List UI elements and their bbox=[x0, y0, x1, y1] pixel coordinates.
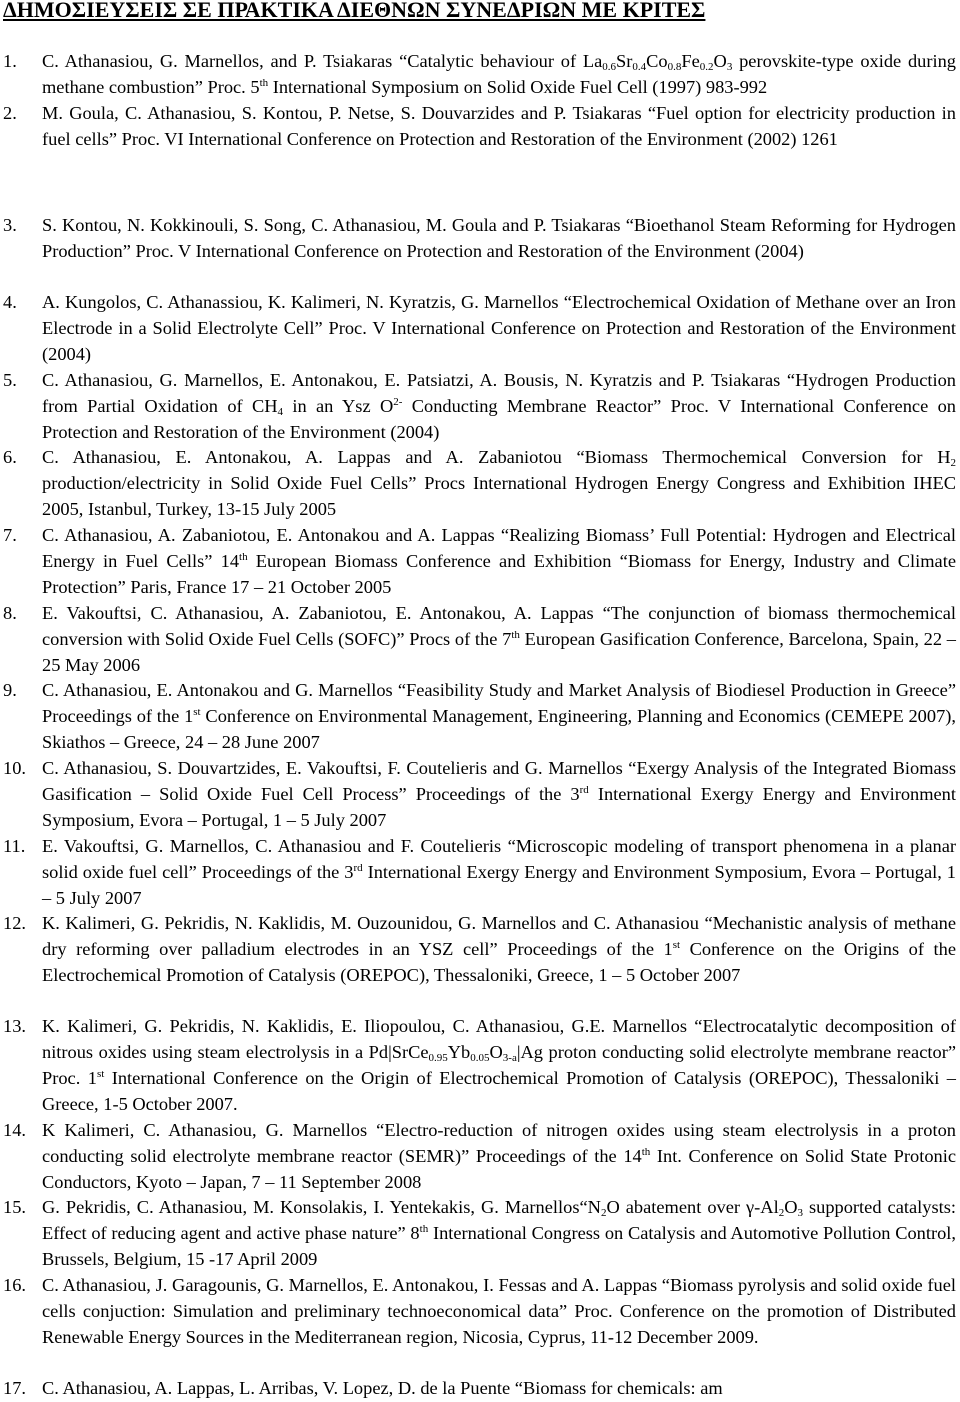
reference-number: 4. bbox=[3, 292, 17, 312]
reference-number: 6. bbox=[3, 447, 17, 467]
reference-text: C. Athanasiou, E. Antonakou, A. Lappas and A. Zabaniotou “Biomass Thermochemical Conversion for $H_2$ production/electricity in Solid Oxide Fuel Cells” Procs International Hydrogen Energy Congress and Exhibition IHEC 2005, Istanbul, Turkey, 13-15 July 2005 bbox=[42, 447, 956, 519]
reference-text: C. Athanasiou, A. Zabaniotou, E. Antonakou and A. Lappas “Realizing Biomass’ Full Potential: Hydrogen and Electrical Energy in Fuel Cells” 14th European Biomass Conference and Exhibition “Biomass for Energy, Industry and Climate Protection” Paris, France 17 – 21 October 2005 bbox=[42, 525, 956, 597]
reference-number: 9. bbox=[3, 680, 17, 700]
reference-number: 15. bbox=[3, 1197, 26, 1217]
reference-text: K. Kalimeri, G. Pekridis, N. Kaklidis, M. Ouzounidou, G. Marnellos and C. Athanasiou “Mechanistic analysis of methane dry reforming over palladium electrodes in an YSZ cell” Proceedings of the 1st Conference on the Origins of the Electrochemical Promotion of Catalysis (OREPOC), Thessaloniki, Greece, 1 – 5 October 2007 bbox=[42, 913, 956, 985]
reference-text: C. Athanasiou, A. Lappas, L. Arribas, V. Lopez, D. de la Puente “Biomass for chemicals: am bbox=[42, 1378, 723, 1398]
reference-text: M. Goula, C. Athanasiou, S. Kontou, P. Netse, S. Douvarzides and P. Tsiakaras “Fuel option for electricity production in fuel cells” Proc. VI International Conference on Protection and Restoration of the Environment (2002) 1261 bbox=[42, 103, 956, 149]
reference-number: 14. bbox=[3, 1120, 26, 1140]
reference-number: 8. bbox=[3, 603, 17, 623]
reference-number: 1. bbox=[3, 51, 17, 71]
reference-text: A. Kungolos, C. Athanassiou, K. Kalimeri, N. Kyratzis, G. Marnellos “Electrochemical Oxidation of Methane over an Iron Electrode in a Solid Electrolyte Cell” Proc. V International Conference on Protection and Restoration of the Environment (2004) bbox=[42, 292, 956, 364]
reference-text: C. Athanasiou, G. Marnellos, E. Antonakou, E. Patsiatzi, A. Bousis, N. Kyratzis and P. Tsiakaras “Hydrogen Production from Partial Oxidation of $CH_4$ in an Ysz $O^{2-}$ Conducting Membrane Reactor” Proc. V International Conference on Protection and Restoration of the Environment (2004) bbox=[42, 370, 956, 442]
reference-number: 13. bbox=[3, 1016, 26, 1036]
reference-text: K. Kalimeri, G. Pekridis, N. Kaklidis, E. Iliopoulou, C. Athanasiou, G.E. Marnellos “Electrocatalytic decomposition of nitrous oxides using steam electrolysis in a $Pd|SrCe_{0.95}Yb_{0.05}O_{3-a}|Ag$ proton conducting solid electrolyte membrane reactor” Proc. 1st International Conference on the Origin of Electrochemical Promotion of Catalysis (OREPOC), Thessaloniki – Greece, 1-5 October 2007. bbox=[42, 1016, 956, 1114]
page-title: ΔΗΜΟΣΙΕΥΣΕΙΣ ΣΕ ΠΡΑΚΤΙΚΑ ΔΙΕΘΝΩΝ ΣΥΝΕΔΡΙΩΝ ΜΕ ΚΡΙΤΕΣ bbox=[3, 0, 706, 22]
reference-number: 2. bbox=[3, 103, 17, 123]
reference-text: C. Athanasiou, E. Antonakou and G. Marnellos “Feasibility Study and Market Analysis of Biodiesel Production in Greece” Proceedings of the 1st Conference on Environmental Management, Engineering, Planning and Economics (CEMEPE 2007), Skiathos – Greece, 24 – 28 June 2007 bbox=[42, 680, 956, 752]
reference-text: C. Athanasiou, S. Douvartzides, E. Vakouftsi, F. Coutelieris and G. Marnellos “Exergy Analysis of the Integrated Biomass Gasification – Solid Oxide Fuel Cell Process” Proceedings of the 3rd International Exergy Energy and Environment Symposium, Evora – Portugal, 1 – 5 July 2007 bbox=[42, 758, 956, 830]
reference-text: E. Vakouftsi, G. Marnellos, C. Athanasiou and F. Coutelieris “Microscopic modeling of transport phenomena in a planar solid oxide fuel cell” Proceedings of the 3rd International Exergy Energy and Environment Symposium, Evora – Portugal, 1 – 5 July 2007 bbox=[42, 836, 956, 908]
reference-text: G. Pekridis, C. Athanasiou, M. Konsolakis, I. Yentekakis, G. $Marnellos“N_2O$ abatement over $\gamma-Al_2O_3$ supported catalysts: Effect of reducing agent and active phase nature” 8th International Congress on Catalysis and Automotive Pollution Control, Brussels, Belgium, 15 -17 April 2009 bbox=[42, 1197, 956, 1269]
reference-text: C. Athanasiou, J. Garagounis, G. Marnellos, E. Antonakou, I. Fessas and A. Lappas “Biomass pyrolysis and solid oxide fuel cells conjuction: Simulation and preliminary technoeconomical data” Proc. Conference on the promotion of Distributed Renewable Energy Sources in the Mediterranean region, Nicosia, Cyprus, 11-12 December 2009. bbox=[42, 1275, 956, 1347]
reference-number: 3. bbox=[3, 215, 17, 235]
reference-number: 16. bbox=[3, 1275, 26, 1295]
reference-number: 10. bbox=[3, 758, 26, 778]
reference-number: 5. bbox=[3, 370, 17, 390]
reference-number: 11. bbox=[3, 836, 26, 856]
reference-text: C. Athanasiou, G. Marnellos, and P. Tsiakaras “Catalytic behaviour of $La_{0.6}Sr_{0.4}Co_{0.8}Fe_{0.2}O_3$ perovskite-type oxide during methane combustion” Proc. 5th International Symposium on Solid Oxide Fuel Cell (1997) 983-992 bbox=[42, 51, 956, 97]
reference-text: S. Kontou, N. Kokkinouli, S. Song, C. Athanasiou, M. Goula and P. Tsiakaras “Bioethanol Steam Reforming for Hydrogen Production” Proc. V International Conference on Protection and Restoration of the Environment (2004) bbox=[42, 215, 956, 261]
reference-number: 17. bbox=[3, 1378, 26, 1398]
reference-number: 12. bbox=[3, 913, 26, 933]
reference-number: 7. bbox=[3, 525, 17, 545]
reference-text: E. Vakouftsi, C. Athanasiou, A. Zabaniotou, E. Antonakou, A. Lappas “The conjunction of biomass thermochemical conversion with Solid Oxide Fuel Cells (SOFC)” Procs of the 7th European Gasification Conference, Barcelona, Spain, 22 – 25 May 2006 bbox=[42, 603, 956, 675]
reference-text: K Kalimeri, C. Athanasiou, G. Marnellos “Electro-reduction of nitrogen oxides using steam electrolysis in a proton conducting solid electrolyte membrane reactor (SEMR)” Proceedings of the 14th Int. Conference on Solid State Protonic Conductors, Kyoto – Japan, 7 – 11 September 2008 bbox=[42, 1120, 956, 1192]
